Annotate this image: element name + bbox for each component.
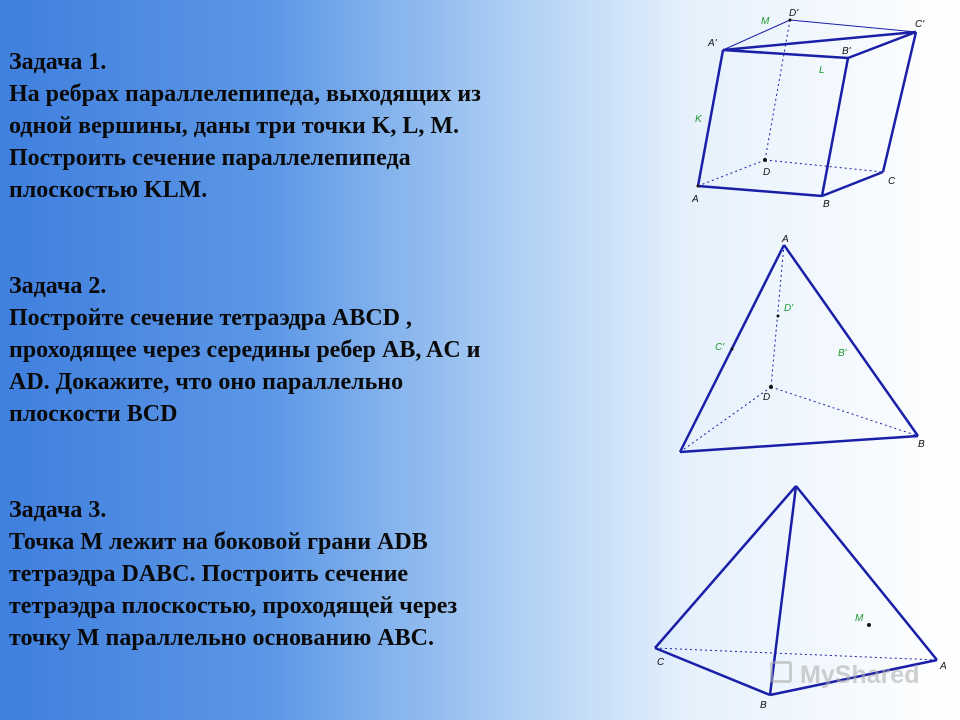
task-3-line-1: Точка М лежит на боковой грани ADB — [9, 529, 428, 555]
watermark — [770, 660, 930, 688]
label-C: C — [657, 657, 665, 668]
label-M: M — [855, 613, 864, 624]
watermark-logo-icon — [770, 661, 792, 683]
label-A1: A' — [708, 38, 717, 49]
label-K: K — [695, 114, 702, 125]
task-2-line-3: AD. Докажите, что оно параллельно — [9, 369, 404, 395]
task-3-line-4: точку М параллельно основанию ABC. — [9, 625, 434, 651]
label-D1: D' — [784, 303, 794, 314]
task-3-line-3: тетраэдра плоскостью, проходящей через — [9, 593, 458, 619]
label-B: B — [823, 199, 830, 210]
task-3-heading: Задача 3. — [9, 497, 107, 523]
watermark-text: MyShared — [800, 661, 920, 689]
task-3-line-2: тетраэдра DABC. Построить сечение — [9, 561, 409, 587]
label-A: A — [940, 661, 947, 672]
label-B1: B' — [838, 348, 847, 359]
task-1-heading: Задача 1. — [9, 49, 107, 75]
label-B1: B' — [842, 46, 851, 57]
label-M: M — [761, 16, 770, 27]
label-A: A — [692, 194, 699, 205]
label-A: A — [782, 234, 789, 245]
parallelepiped-figure — [697, 19, 917, 197]
tetrahedron-1-labels — [715, 234, 925, 450]
task-2-line-1: Постройте сечение тетраэдра ABCD , — [9, 305, 413, 331]
label-C1: C' — [915, 19, 925, 30]
task-2-line-2: проходящее через середины ребер AB, AC и — [9, 337, 481, 363]
task-1-line-1: На ребрах параллелепипеда, выходящих из — [9, 81, 481, 107]
task-1-line-3: Построить сечение параллелепипеда — [9, 145, 411, 171]
task-1-line-4: плоскостью KLM. — [9, 177, 208, 203]
label-C1: C' — [715, 342, 725, 353]
label-L: L — [819, 65, 825, 76]
label-D: D — [763, 392, 771, 403]
label-B: B — [918, 439, 925, 450]
task-1-line-2: одной вершины, даны три точки K, L, M. — [9, 113, 460, 139]
label-B: B — [760, 700, 767, 711]
task-2-line-4: плоскости BCD — [9, 401, 178, 427]
task-2-heading: Задача 2. — [9, 273, 107, 299]
label-D: D — [763, 167, 771, 178]
label-C: C — [888, 176, 896, 187]
label-D1: D' — [789, 8, 799, 19]
parallelepiped-labels — [691, 8, 925, 210]
